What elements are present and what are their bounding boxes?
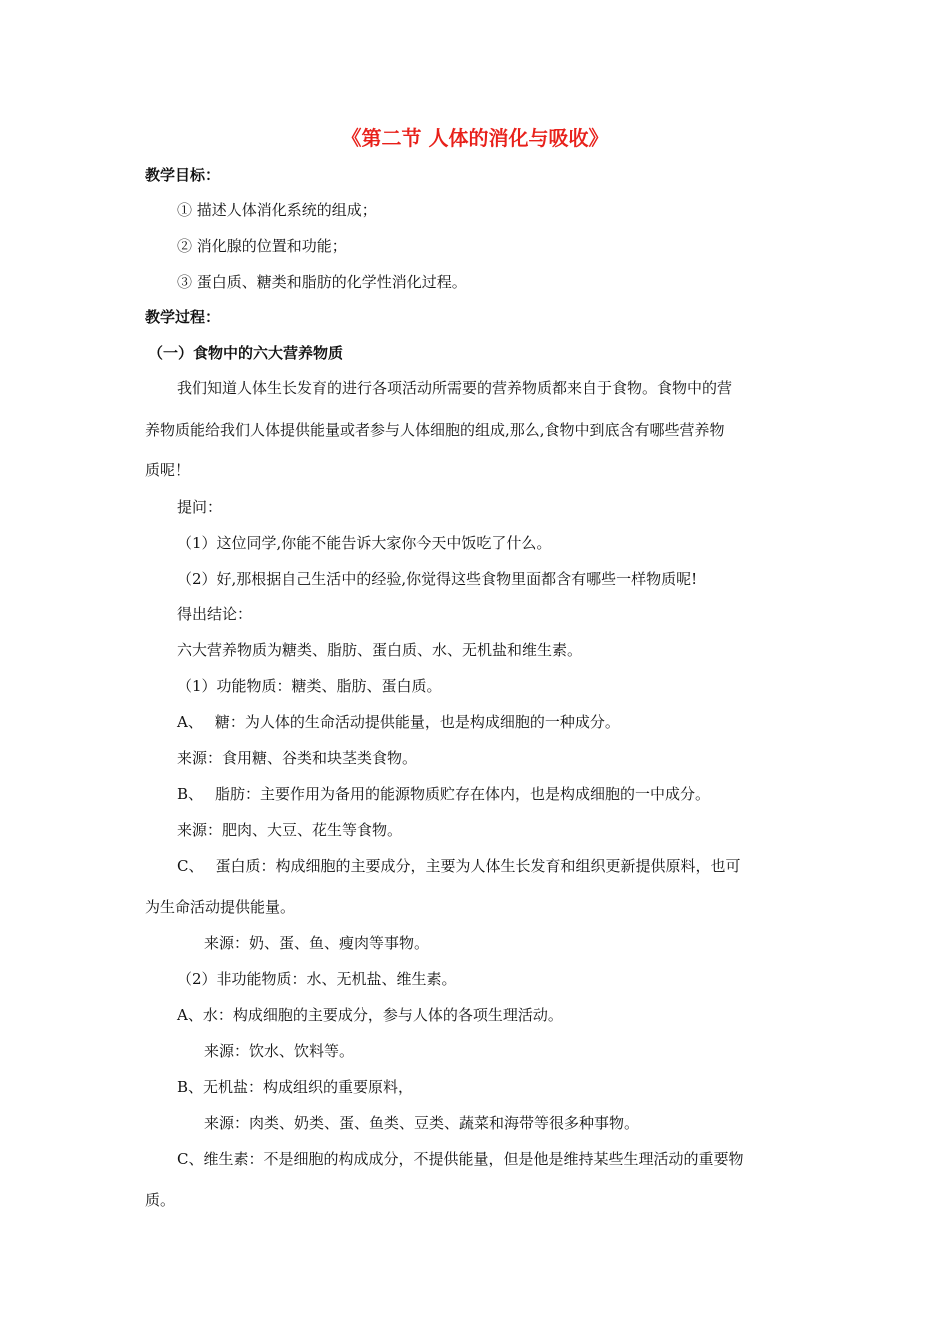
intro-line-2: 养物质能给我们人体提供能量或者参与人体细胞的组成,那么,食物中到底含有哪些营养物 (145, 421, 725, 439)
item-text: 蛋白质：构成细胞的主要成分，主要为人体生长发育和组织更新提供原料，也可 (215, 857, 741, 875)
functional-item-c-continued: 为生命活动提供能量。 (145, 898, 296, 916)
document-title: 《第二节 人体的消化与吸收》 (341, 126, 609, 150)
section-heading-nutrients: （一）食物中的六大营养物质 (148, 344, 344, 362)
functional-heading: （1）功能物质：糖类、脂肪、蛋白质。 (177, 677, 442, 695)
objective-item-2: ② 消化腺的位置和功能； (177, 237, 347, 255)
functional-item-b (177, 784, 710, 804)
non-functional-item-c: C、维生素：不是细胞的构成成分，不提供能量，但是他是维持某些生理活动的重要物 (177, 1150, 744, 1168)
conclusion-text: 六大营养物质为糖类、脂肪、蛋白质、水、无机盐和维生素。 (177, 641, 583, 659)
process-heading: 教学过程： (145, 308, 221, 326)
conclusion-label: 得出结论： (177, 605, 253, 623)
functional-item-c-source: 来源：奶、蛋、鱼、瘦肉等事物。 (204, 934, 430, 952)
functional-item-b-source: 来源：肥肉、大豆、花生等食物。 (177, 821, 403, 839)
item-marker: A、 (177, 713, 203, 731)
item-marker: B、 (177, 785, 204, 803)
question-1: （1）这位同学,你能不能告诉大家你今天中饭吃了什么。 (177, 534, 552, 552)
intro-line-3: 质呢！ (145, 461, 191, 479)
objective-item-3: ③ 蛋白质、糖类和脂肪的化学性消化过程。 (177, 273, 467, 291)
non-functional-item-c-continued: 质。 (145, 1191, 176, 1209)
question-2: （2）好,那根据自己生活中的经验,你觉得这些食物里面都含有哪些一样物质呢! (177, 570, 698, 588)
item-text: 糖：为人体的生命活动提供能量，也是构成细胞的一种成分。 (214, 713, 620, 731)
non-functional-item-a-source: 来源：饮水、饮料等。 (204, 1042, 355, 1060)
item-marker: C、 (177, 857, 204, 875)
functional-item-c (177, 856, 741, 876)
non-functional-heading: （2）非功能物质：水、无机盐、维生素。 (177, 970, 457, 988)
item-text: 脂肪：主要作用为备用的能源物质贮存在体内，也是构成细胞的一中成分。 (215, 785, 711, 803)
non-functional-item-b: B、无机盐：构成组织的重要原料， (177, 1078, 414, 1096)
intro-line-1: 我们知道人体生长发育的进行各项活动所需要的营养物质都来自于食物。食物中的营 (177, 379, 733, 397)
functional-item-a-source: 来源：食用糖、谷类和块茎类食物。 (177, 749, 418, 767)
non-functional-item-a: A、水：构成细胞的主要成分，参与人体的各项生理活动。 (177, 1006, 563, 1024)
question-label: 提问： (177, 498, 223, 516)
functional-item-a (177, 712, 620, 732)
objective-item-1: ① 描述人体消化系统的组成； (177, 201, 377, 219)
objectives-heading: 教学目标： (145, 166, 221, 184)
non-functional-item-b-source: 来源：肉类、奶类、蛋、鱼类、豆类、蔬菜和海带等很多种事物。 (204, 1114, 640, 1132)
